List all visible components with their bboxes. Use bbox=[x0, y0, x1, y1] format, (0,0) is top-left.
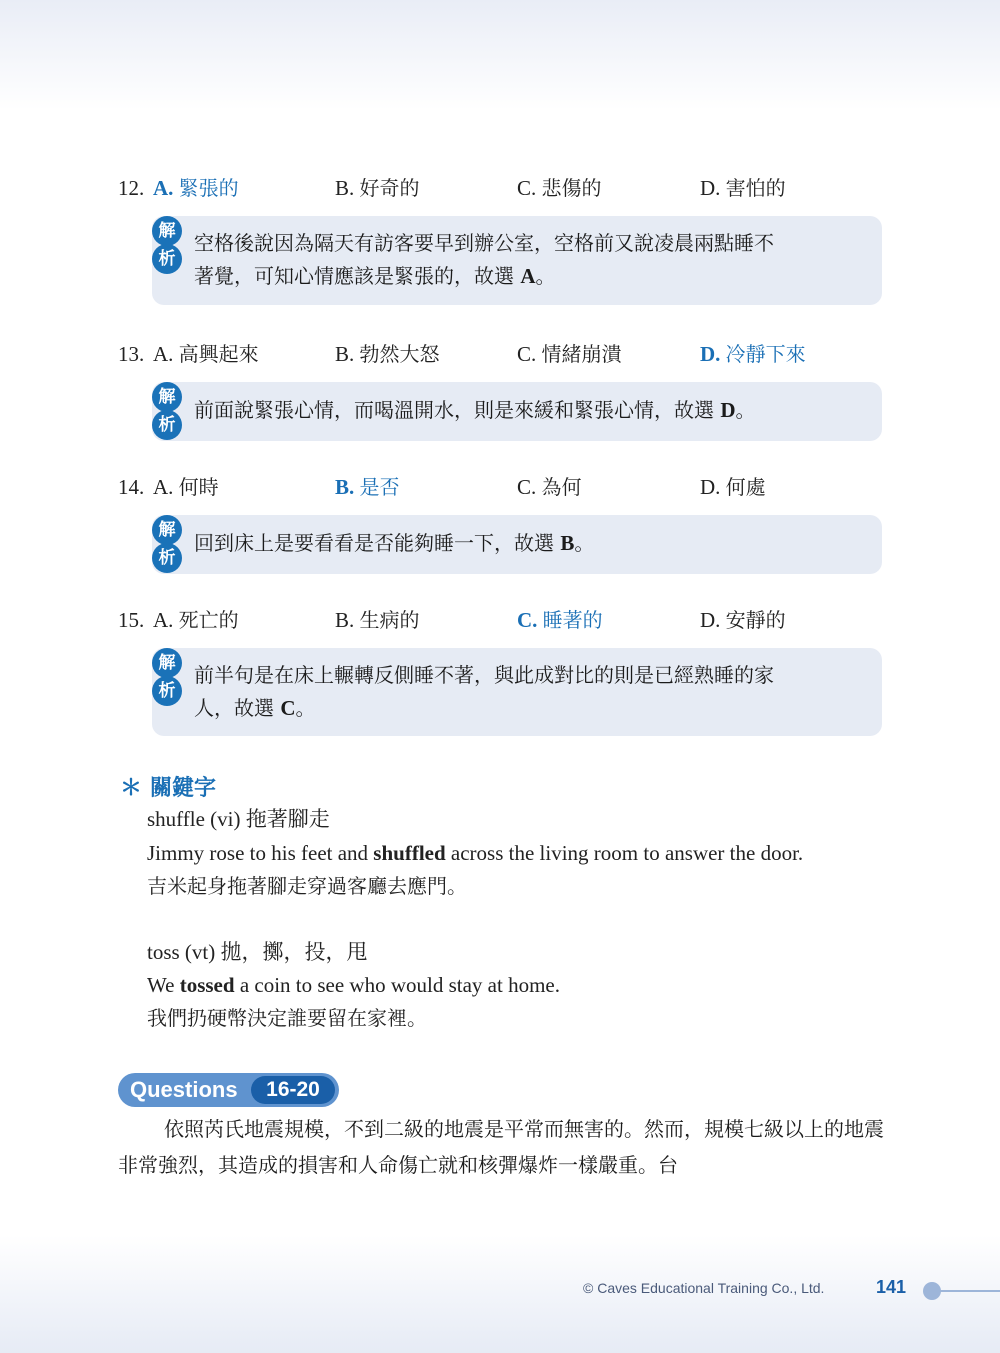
footer-rule bbox=[940, 1290, 1000, 1292]
analysis-badge: 解 析 bbox=[152, 648, 184, 704]
analysis-badge: 解 析 bbox=[152, 216, 184, 272]
page-dot-icon bbox=[923, 1282, 941, 1300]
option-a: A. 高興起來 bbox=[153, 342, 259, 366]
option-c: C. 悲傷的 bbox=[517, 176, 602, 200]
option-c: C. 為何 bbox=[517, 475, 582, 499]
analysis-text: 前面說緊張心情，而喝溫開水，則是來緩和緊張心情，故選 D。 bbox=[194, 398, 756, 422]
analysis-badge: 解 析 bbox=[152, 382, 184, 438]
option-d: D. 害怕的 bbox=[700, 176, 786, 200]
keyword-word-line: shuffle (vi) 拖著腳走 bbox=[147, 807, 330, 831]
option-b: B. 好奇的 bbox=[335, 176, 420, 200]
questions-label: Questions bbox=[130, 1077, 238, 1102]
question-14 bbox=[118, 472, 878, 502]
questions-range: 16-20 bbox=[251, 1076, 335, 1104]
option-a: A. 何時 bbox=[153, 475, 219, 499]
option-b: B. 是否 bbox=[335, 475, 400, 499]
analysis-text: 空格後說因為隔天有訪客要早到辦公室，空格前又說凌晨兩點睡不 著覺，可知心情應該是緊張的，故選 A。 bbox=[194, 231, 774, 288]
keyword-translation: 吉米起身拖著腳走穿過客廳去應門。 bbox=[147, 874, 467, 898]
option-d: D. 安靜的 bbox=[700, 608, 786, 632]
copyright: © Caves Educational Training Co., Ltd. bbox=[583, 1280, 825, 1296]
analysis-badge: 解 析 bbox=[152, 515, 184, 571]
question-number: 14. bbox=[118, 475, 145, 499]
passage-text: 依照芮氏地震規模，不到二級的地震是平常而無害的。然而，規模七級以上的地震非常強烈，其造成的損害和人命傷亡就和核彈爆炸一樣嚴重。台 bbox=[118, 1117, 884, 1177]
analysis-box-15 bbox=[152, 648, 882, 736]
analysis-text: 前半句是在床上輾轉反側睡不著，與此成對比的則是已經熟睡的家 人，故選 C。 bbox=[194, 663, 774, 720]
analysis-box-13 bbox=[152, 382, 882, 441]
option-a: A. 緊張的 bbox=[153, 176, 239, 200]
option-c: C. 睡著的 bbox=[517, 608, 603, 632]
option-a: A. 死亡的 bbox=[153, 608, 239, 632]
keywords-heading: ＊ 關鍵字 bbox=[120, 776, 217, 801]
option-c: C. 情緒崩潰 bbox=[517, 342, 622, 366]
option-b: B. 生病的 bbox=[335, 608, 420, 632]
keyword-example: Jimmy rose to his feet and shuffled across the living room to answer the door. bbox=[147, 841, 804, 865]
star-icon: ＊ bbox=[120, 776, 143, 801]
question-15 bbox=[118, 605, 878, 635]
keyword-word-line: toss (vt) 拋，擲，投，甩 bbox=[147, 940, 368, 964]
option-d: D. 何處 bbox=[700, 475, 766, 499]
analysis-text: 回到床上是要看看是否能夠睡一下，故選 B。 bbox=[194, 531, 595, 555]
option-b: B. 勃然大怒 bbox=[335, 342, 440, 366]
question-number: 15. bbox=[118, 608, 145, 632]
question-12 bbox=[118, 173, 878, 203]
question-13 bbox=[118, 339, 878, 369]
analysis-box-14 bbox=[152, 515, 882, 574]
questions-banner bbox=[118, 1073, 339, 1107]
keyword-example: We tossed a coin to see who would stay at home. bbox=[147, 973, 560, 997]
question-number: 13. bbox=[118, 342, 145, 366]
keyword-translation: 我們扔硬幣決定誰要留在家裡。 bbox=[147, 1006, 427, 1030]
question-number: 12. bbox=[118, 176, 145, 200]
analysis-box-12 bbox=[152, 216, 882, 305]
page-number: 141 bbox=[876, 1277, 907, 1297]
option-d: D. 冷靜下來 bbox=[700, 342, 806, 366]
